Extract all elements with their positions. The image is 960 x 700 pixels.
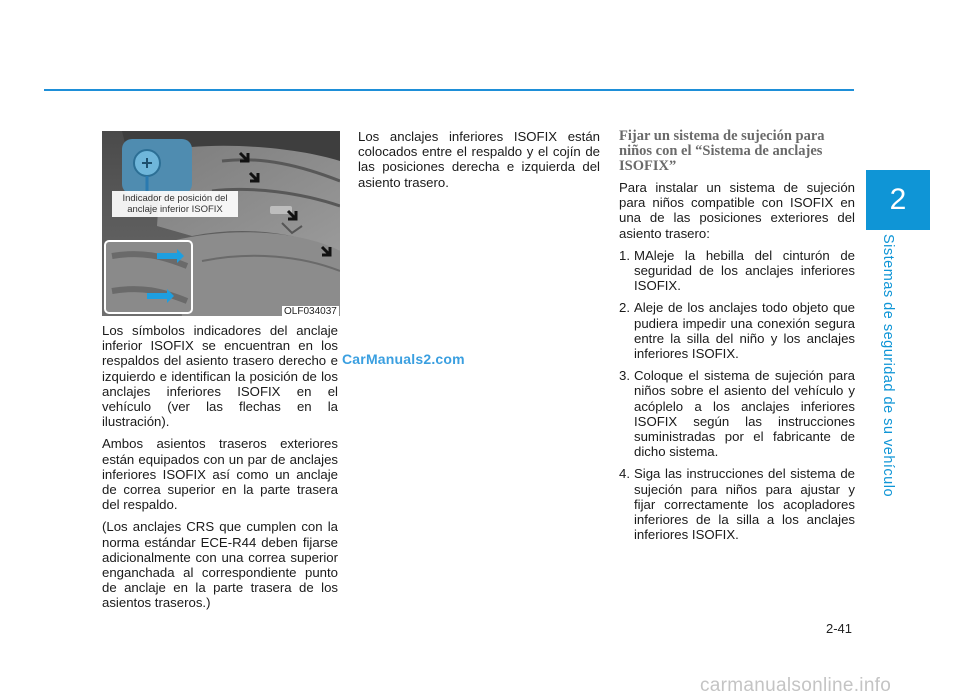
paragraph-indicator-symbols: Los símbolos indicadores del anclaje inferior ISOFIX se encuentran en los respaldos del asiento trasero derecho e izquierdo e identifican la posición de los anclajes inferiores ISOFIX en el vehículo (ver las flechas en la ilustración). bbox=[102, 323, 338, 430]
step-item bbox=[619, 466, 855, 542]
step-number: 2. bbox=[619, 300, 630, 316]
step-item bbox=[619, 300, 855, 361]
step-text: Siga las instrucciones del sistema de sujeción para niños para ajustar y fijar correctamente los acopladores inferiores de la silla a los anclajes inferiores ISOFIX. bbox=[634, 466, 855, 543]
chapter-number: 2 bbox=[889, 183, 907, 216]
step-text: Coloque el sistema de sujeción para niños sobre el asiento del vehículo y acóplelo a los anclajes inferiores ISOFIX según las instrucciones suministradas por el fabricante de dicho sistema. bbox=[634, 368, 855, 460]
footer-watermark: carmanualsonline.info bbox=[700, 675, 892, 696]
paragraph-ece-r44-note: (Los anclajes CRS que cumplen con la norma estándar ECE-R44 deben fijarse adicionalmente con una correa superior enganchada al correspondiente punto de anclaje en la parte trasera de los asientos traseros.) bbox=[102, 519, 338, 611]
column-3 bbox=[619, 129, 855, 549]
section-intro: Para instalar un sistema de sujeción para niños compatible con ISOFIX en una de las posiciones exteriores del asiento trasero: bbox=[619, 180, 855, 241]
step-item bbox=[619, 368, 855, 459]
column-1 bbox=[102, 323, 338, 618]
step-number: 1. bbox=[619, 247, 630, 263]
step-number: 3. bbox=[619, 368, 630, 384]
installation-steps bbox=[619, 248, 855, 543]
paragraph-outboard-seats: Ambos asientos traseros exteriores están equipados con un par de anclajes inferiores ISOFIX así como un anclaje de correa superior en la parte trasera del respaldo. bbox=[102, 436, 338, 513]
page-number: 2-41 bbox=[826, 621, 853, 636]
step-text: MAleje la hebilla del cinturón de seguridad de los anclajes inferiores ISOFIX. bbox=[634, 247, 855, 294]
chapter-number-tab bbox=[866, 170, 930, 230]
paragraph-anchor-location: Los anclajes inferiores ISOFIX están colocados entre el respaldo y el cojín de las posiciones derecha e izquierda del asiento trasero. bbox=[358, 129, 600, 190]
step-number: 4. bbox=[619, 466, 630, 482]
step-text: Aleje de los anclajes todo objeto que pudiera impedir una conexión segura entre la silla del niño y los anclajes inferiores ISOFIX. bbox=[634, 300, 855, 362]
figure-caption: Indicador de posición del anclaje inferior ISOFIX bbox=[112, 191, 238, 217]
header-rule bbox=[44, 89, 854, 91]
watermark-link[interactable]: CarManuals2.com bbox=[342, 351, 465, 367]
step-item bbox=[619, 248, 855, 294]
figure-code: OLF034037 bbox=[284, 306, 337, 317]
chapter-title: Sistemas de seguridad de su vehículo bbox=[880, 234, 896, 498]
section-heading: Fijar un sistema de sujeción para niños con el “Sistema de anclajes ISOFIX” bbox=[619, 128, 825, 174]
isofix-seat-figure bbox=[102, 131, 340, 316]
chapter-title-container bbox=[876, 234, 896, 498]
rear-seat-illustration bbox=[102, 131, 340, 316]
column-2 bbox=[358, 129, 600, 197]
